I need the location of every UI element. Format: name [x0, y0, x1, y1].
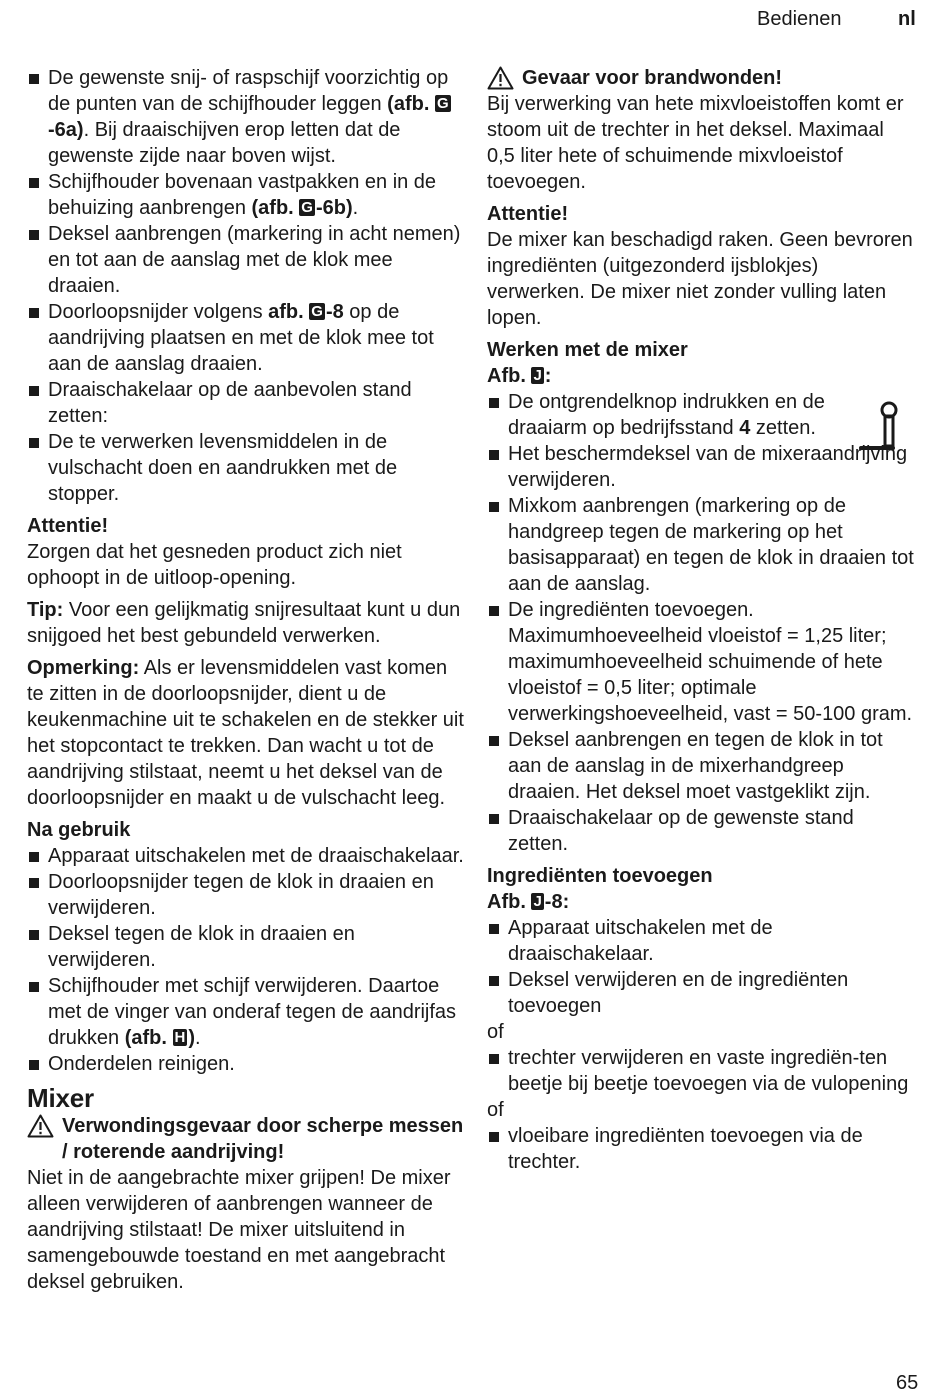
ingredienten-list-c	[487, 1123, 917, 1175]
tip-paragraph: Tip: Voor een gelijkmatig snijresultaat kunt u dun snijgoed het best gebundeld verwerken.	[27, 599, 461, 647]
mixer-section-title: Mixer	[27, 1083, 94, 1113]
figure-ref-badge: J	[533, 367, 542, 384]
werken-list-continued	[487, 441, 917, 857]
list-item: vloeibare ingrediënten toevoegen via de trechter.	[487, 1123, 917, 1175]
ingredienten-list	[487, 915, 917, 1019]
header-language: nl	[898, 8, 916, 30]
list-item: De te verwerken levensmiddelen in de vulschacht doen en aandrukken met de stopper.	[27, 429, 467, 507]
figure-ref-badge: J	[533, 893, 542, 910]
na-gebruik-list	[27, 843, 467, 1077]
attentie-label: Attentie!	[27, 515, 109, 537]
list-item: Het beschermdeksel van de mixeraandrijving verwijderen.	[487, 441, 917, 493]
mixer-warning-title: Verwondingsgevaar door scherpe messen / roterende aandrijving!	[27, 1113, 467, 1165]
page-number: 65	[896, 1372, 919, 1394]
list-item: Apparaat uitschakelen met de draaischakelaar.	[487, 915, 917, 967]
werken-figure-ref: Afb. J :	[487, 365, 552, 387]
list-item: De ontgrendelknop indrukken en de draaiarm op bedrijfsstand 4 zetten.	[487, 389, 847, 441]
ingredienten-list-b	[487, 1045, 917, 1097]
na-gebruik-heading: Na gebruik	[27, 819, 131, 841]
ingredienten-figure-ref: Afb. J -8:	[487, 891, 570, 913]
warning-triangle-icon	[27, 1114, 54, 1138]
figure-ref-badge: H	[174, 1029, 186, 1046]
list-item: De ingrediënten toevoegen. Maximumhoeveelheid vloeistof = 1,25 liter; maximumhoeveelheid schuimende of hete vloeistof = 0,5 liter; optimale verwerkingshoeveelheid, vast = 50-100 gram.	[487, 597, 917, 727]
list-item: Deksel verwijderen en de ingrediënten toevoegen	[487, 967, 917, 1019]
or-separator: of	[487, 1021, 504, 1043]
ingredienten-heading: Ingrediënten toevoegen	[487, 865, 713, 887]
left-column	[27, 65, 467, 1295]
list-item: Deksel tegen de klok in draaien en verwijderen.	[27, 921, 467, 973]
list-item: Deksel aanbrengen (markering in acht nemen) en tot aan de aanslag met de klok mee draaien.	[27, 221, 467, 299]
attentie-text: De mixer kan beschadigd raken. Geen bevroren ingrediënten (uitgezonderd ijsblokjes) verwerken. De mixer niet zonder vulling laten lopen.	[487, 229, 913, 329]
list-item: Schijfhouder met schijf verwijderen. Daartoe met de vinger van onderaf tegen de aandrijfas drukken (afb. H ).	[27, 973, 467, 1051]
figure-ref-badge: G	[301, 199, 313, 216]
list-item: trechter verwijderen en vaste ingrediën-ten beetje bij beetje toevoegen via de vulopening	[487, 1045, 917, 1097]
list-item: Mixkom aanbrengen (markering op de handgreep tegen de markering op het basisapparaat) en tegen de klok in draaien tot aan de aanslag.	[487, 493, 917, 597]
burn-warning-text: Bij verwerking van hete mixvloeistoffen komt er stoom uit de trechter in het deksel. Maximaal 0,5 liter hete of schuimende mixvloeistof toevoegen.	[487, 93, 904, 193]
figure-ref-badge: G	[436, 95, 449, 112]
opmerking-paragraph: Opmerking: Als er levensmiddelen vast komen te zitten in de doorloopsnijder, dient u de keukenmachine uit te schakelen en de stekker uit het stopcontact te trekken. Dan wacht u tot de aandrijving stilstaat, neemt u het deksel van de doorloopsnijder en maakt u de vulschacht leeg.	[27, 657, 464, 809]
burn-warning-title: Gevaar voor brandwonden!	[487, 65, 917, 91]
header-section-title: Bedienen	[757, 8, 842, 30]
list-item: Draaischakelaar op de gewenste stand zetten.	[487, 805, 917, 857]
list-item: Onderdelen reinigen.	[27, 1051, 467, 1077]
werken-heading: Werken met de mixer	[487, 339, 688, 361]
werken-list	[487, 389, 847, 441]
list-item: Doorloopsnijder volgens afb. G -8 op de aandrijving plaatsen en met de klok mee tot aan de aanslag draaien.	[27, 299, 467, 377]
right-column	[487, 65, 917, 1175]
list-item: Doorloopsnijder tegen de klok in draaien en verwijderen.	[27, 869, 467, 921]
mixer-warning-text: Niet in de aangebrachte mixer grijpen! De mixer alleen verwijderen of aanbrengen wanneer de aandrijving stilstaat! De mixer uitsluitend in samengebouwde toestand en met aangebracht deksel gebruiken.	[27, 1167, 451, 1293]
list-item: Deksel aanbrengen en tegen de klok in tot aan de aanslag in de mixerhandgreep draaien. Het deksel moet vastgeklikt zijn.	[487, 727, 917, 805]
attentie-label: Attentie!	[487, 203, 569, 225]
warning-triangle-icon	[487, 66, 514, 90]
steps-list	[27, 65, 467, 507]
list-item: Schijfhouder bovenaan vastpakken en in de behuizing aanbrengen (afb. G -6b).	[27, 169, 467, 221]
list-item: Draaischakelaar op de aanbevolen stand zetten:	[27, 377, 467, 429]
or-separator: of	[487, 1099, 504, 1121]
list-item: Apparaat uitschakelen met de draaischakelaar.	[27, 843, 467, 869]
list-item: De gewenste snij- of raspschijf voorzichtig op de punten van de schijfhouder leggen (afb. G-6a). Bij draaischijven erop letten dat de gewenste zijde naar boven wijst.	[27, 65, 467, 169]
attentie-text: Zorgen dat het gesneden product zich niet ophoopt in de uitloop-opening.	[27, 541, 402, 589]
figure-ref-badge: G	[311, 303, 323, 320]
